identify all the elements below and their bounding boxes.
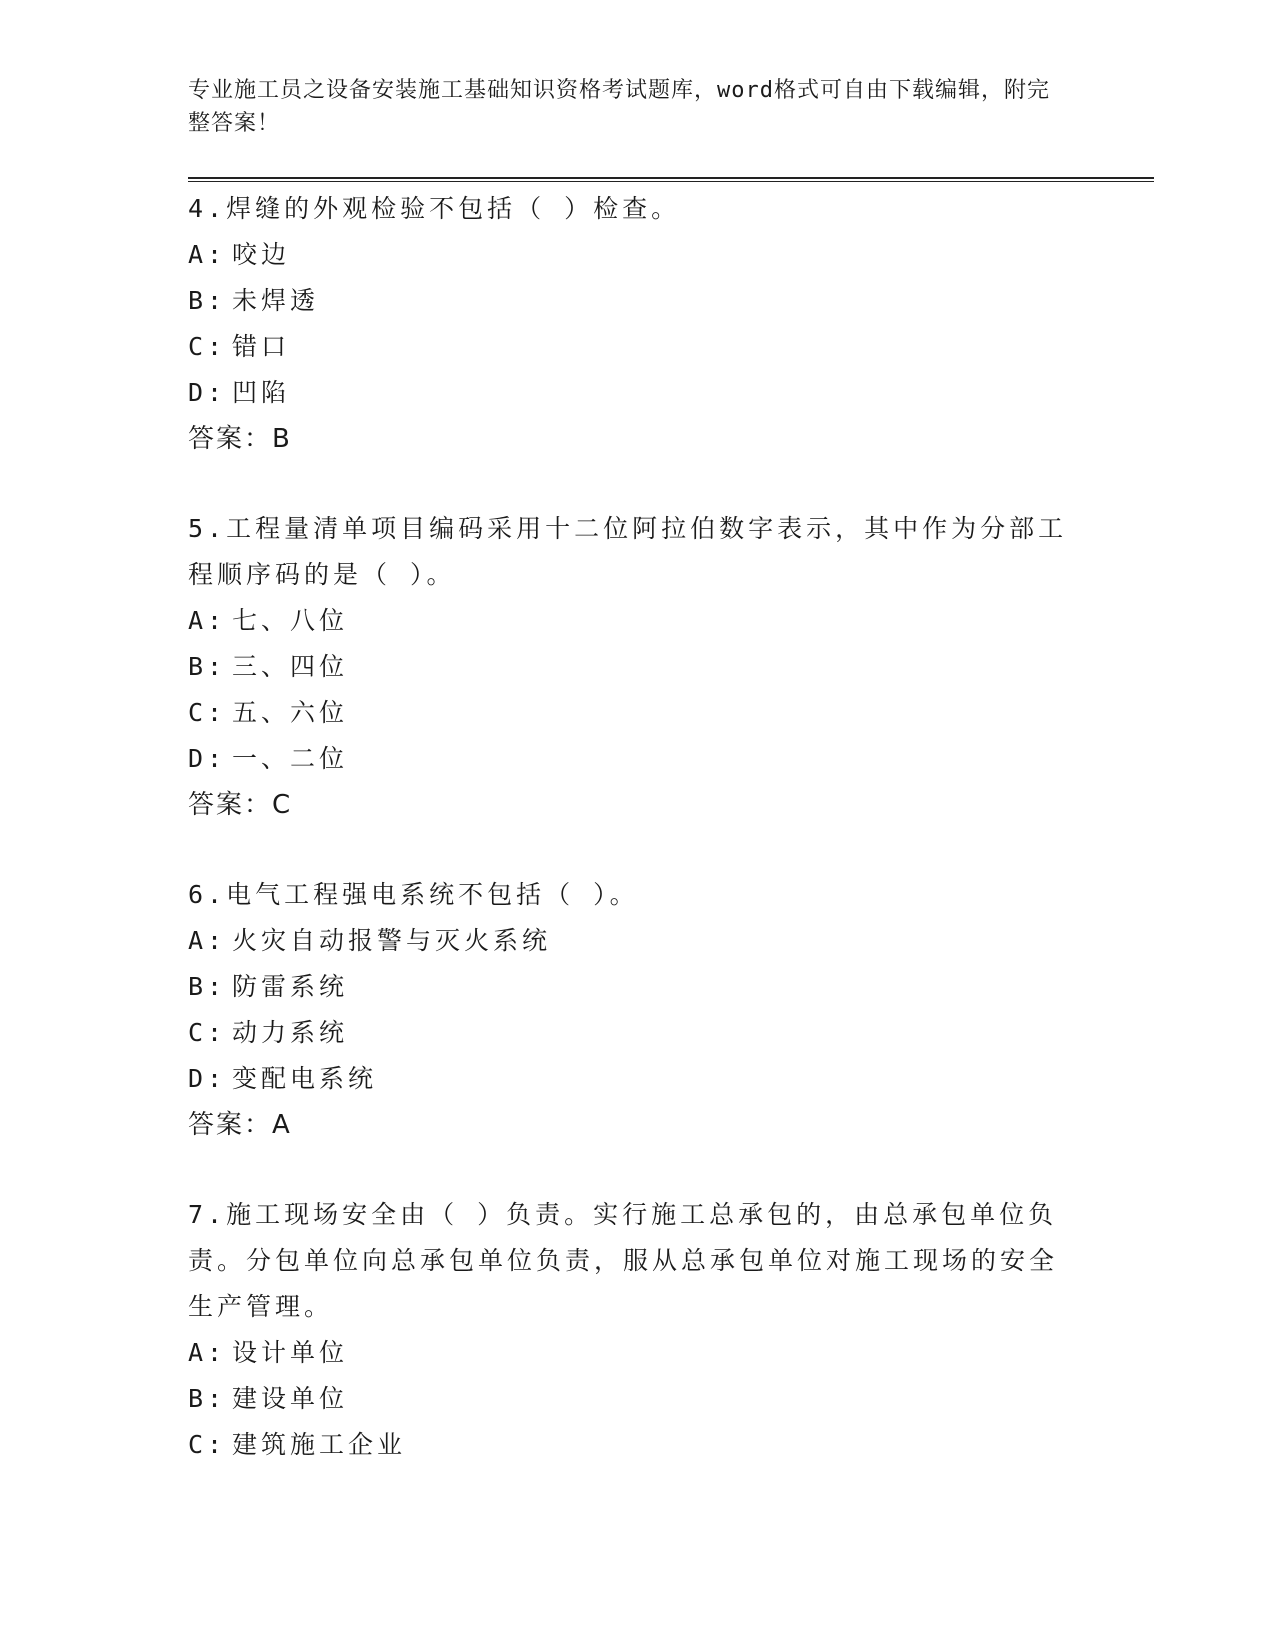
answer-line: 答案：C bbox=[188, 790, 293, 820]
option-letter: D: bbox=[188, 744, 227, 773]
option-letter: C: bbox=[188, 1018, 227, 1047]
option-text: 三、四位 bbox=[232, 652, 349, 681]
option-text: 五、六位 bbox=[232, 698, 349, 727]
question-list bbox=[188, 186, 1088, 1512]
option-a bbox=[188, 918, 1088, 964]
option-d bbox=[188, 1056, 1088, 1102]
option-text: 火灾自动报警与灭火系统 bbox=[232, 926, 552, 955]
question-stem: 7.施工现场安全由（ ）负责。实行施工总承包的，由总承包单位负责。分包单位向总承包单位负责，服从总承包单位对施工现场的安全生产管理。 bbox=[188, 1200, 1059, 1321]
option-text: 设计单位 bbox=[232, 1338, 349, 1367]
option-letter: C: bbox=[188, 1430, 227, 1459]
option-a bbox=[188, 598, 1088, 644]
header-divider bbox=[188, 177, 1154, 182]
question-stem: 6.电气工程强电系统不包括（ ）。 bbox=[188, 880, 639, 909]
option-letter: C: bbox=[188, 332, 227, 361]
option-a bbox=[188, 232, 1088, 278]
answer-line: 答案：B bbox=[188, 424, 292, 454]
option-text: 一、二位 bbox=[232, 744, 349, 773]
option-text: 未焊透 bbox=[232, 286, 320, 315]
option-d bbox=[188, 370, 1088, 416]
option-text: 七、八位 bbox=[232, 606, 349, 635]
option-letter: A: bbox=[188, 606, 227, 635]
option-c bbox=[188, 1422, 1088, 1468]
option-c bbox=[188, 324, 1088, 370]
option-letter: A: bbox=[188, 926, 227, 955]
option-d bbox=[188, 736, 1088, 782]
option-letter: A: bbox=[188, 240, 227, 269]
option-b bbox=[188, 278, 1088, 324]
option-letter: B: bbox=[188, 652, 227, 681]
option-b bbox=[188, 1376, 1088, 1422]
option-b bbox=[188, 644, 1088, 690]
option-letter: B: bbox=[188, 286, 227, 315]
question-5 bbox=[188, 506, 1088, 828]
question-7 bbox=[188, 1192, 1088, 1468]
option-text: 凹陷 bbox=[232, 378, 291, 407]
question-4 bbox=[188, 186, 1088, 462]
option-letter: A: bbox=[188, 1338, 227, 1367]
option-text: 建设单位 bbox=[232, 1384, 349, 1413]
option-text: 咬边 bbox=[232, 240, 291, 269]
option-c bbox=[188, 690, 1088, 736]
option-letter: D: bbox=[188, 1064, 227, 1093]
option-letter: C: bbox=[188, 698, 227, 727]
option-b bbox=[188, 964, 1088, 1010]
question-stem: 4.焊缝的外观检验不包括（ ）检查。 bbox=[188, 194, 681, 223]
option-letter: B: bbox=[188, 972, 227, 1001]
option-text: 动力系统 bbox=[232, 1018, 349, 1047]
option-text: 错口 bbox=[232, 332, 291, 361]
document-header-note: 专业施工员之设备安装施工基础知识资格考试题库，word格式可自由下载编辑，附完整答案！ bbox=[188, 78, 1050, 136]
option-letter: D: bbox=[188, 378, 227, 407]
question-6 bbox=[188, 872, 1088, 1148]
option-text: 变配电系统 bbox=[232, 1064, 378, 1093]
option-a bbox=[188, 1330, 1088, 1376]
option-c bbox=[188, 1010, 1088, 1056]
option-text: 防雷系统 bbox=[232, 972, 349, 1001]
answer-line: 答案：A bbox=[188, 1110, 292, 1140]
option-text: 建筑施工企业 bbox=[232, 1430, 407, 1459]
option-letter: B: bbox=[188, 1384, 227, 1413]
question-stem: 5.工程量清单项目编码采用十二位阿拉伯数字表示，其中作为分部工程顺序码的是（ ）。 bbox=[188, 514, 1068, 589]
